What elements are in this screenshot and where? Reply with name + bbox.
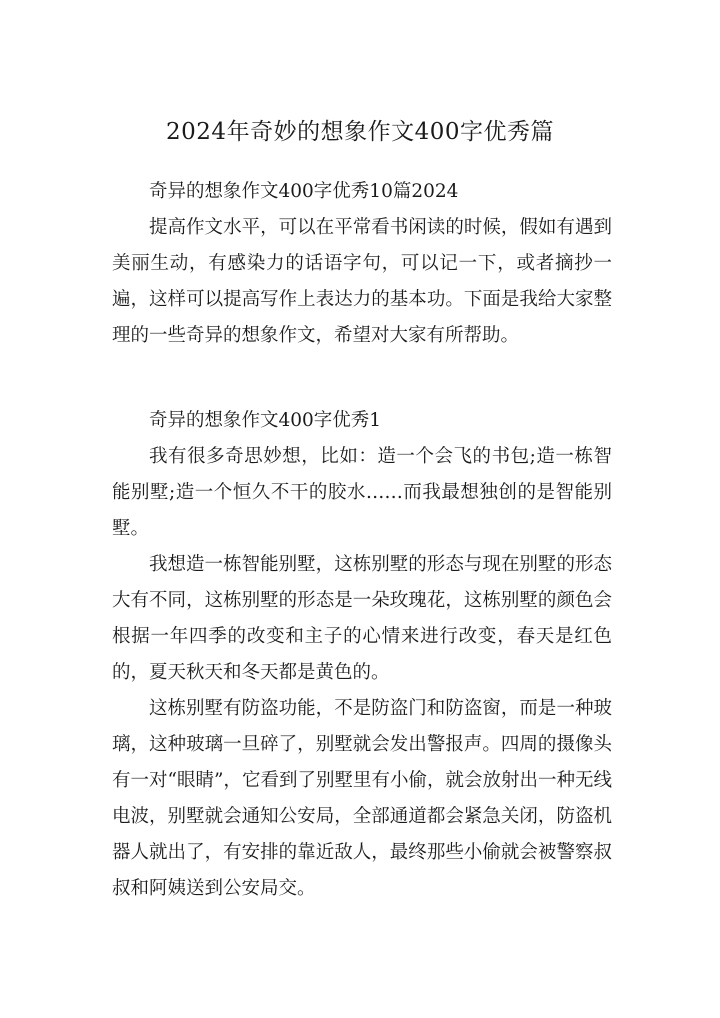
essay-paragraph-3: 这栋别墅有防盗功能，不是防盗门和防盗窗，而是一种玻璃，这种玻璃一旦碎了，别墅就会发出警报声。四周的摄像头有一对“眼睛”，它看到了别墅里有小偷，就会放射出一种无线电波，别墅就会通知公安局，全部通道都会紧急关闭，防盗机器人就出了，有安排的靠近敌人，最终那些小偷就会被警察叔叔和阿姨送到公安局交。 xyxy=(112,698,612,899)
essay-section xyxy=(112,403,612,907)
intro-subtitle: 奇异的想象作文400字优秀10篇2024 xyxy=(149,181,459,202)
essay-heading: 奇异的想象作文400字优秀1 xyxy=(149,410,382,431)
intro-paragraph: 提高作文水平，可以在平常看书闲读的时候，假如有遇到美丽生动，有感染力的话语字句，可以记一下，或者摘抄一遍，这样可以提高写作上表达力的基本功。下面是我给大家整理的一些奇异的想象作文，希望对大家有所帮助。 xyxy=(112,217,612,346)
document-title: 2024年奇妙的想象作文400字优秀篇 xyxy=(166,119,554,145)
essay-paragraph-2: 我想造一栋智能别墅，这栋别墅的形态与现在别墅的形态大有不同，这栋别墅的形态是一朵玫瑰花，这栋别墅的颜色会根据一年四季的改变和主子的心情来进行改变，春天是红色的，夏天秋天和冬天都是黄色的。 xyxy=(112,554,612,683)
intro-section xyxy=(112,174,612,354)
essay-paragraph-1: 我有很多奇思妙想，比如：造一个会飞的书包;造一栋智能别墅;造一个恒久不干的胶水……而我最想独创的是智能别墅。 xyxy=(112,446,612,539)
